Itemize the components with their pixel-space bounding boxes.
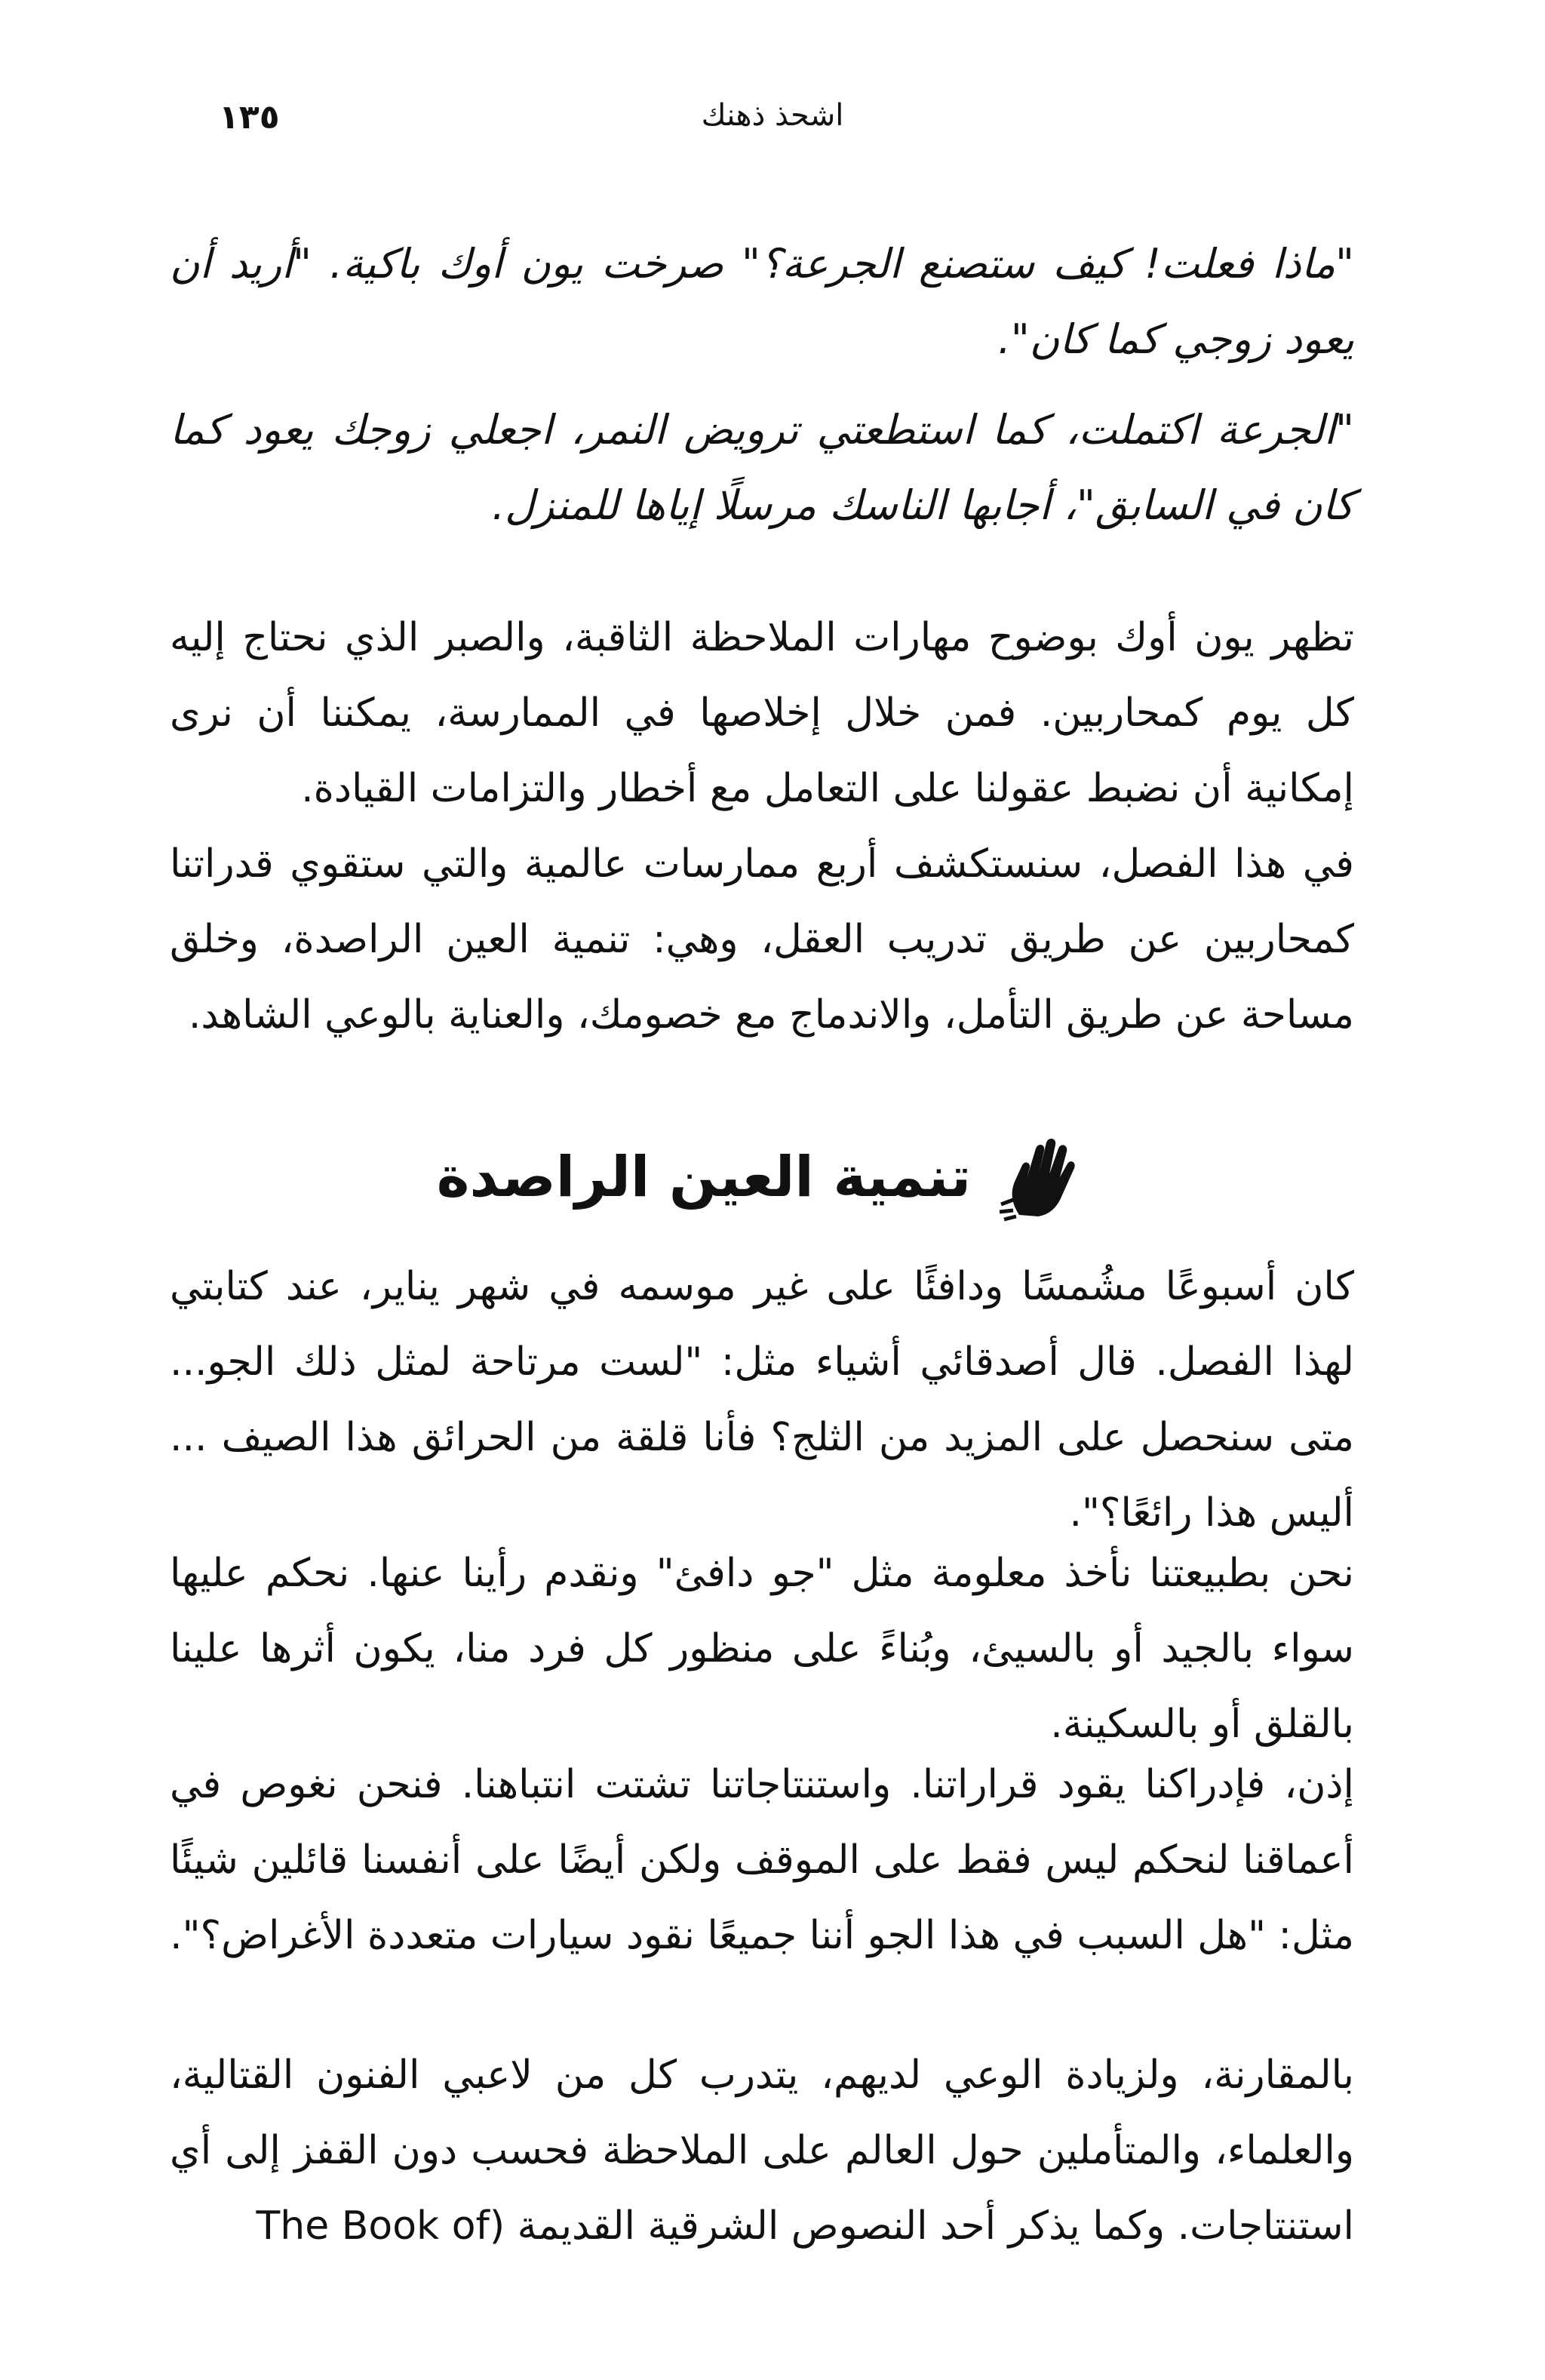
hand-icon — [997, 1132, 1087, 1222]
body-paragraph-1 — [170, 600, 1354, 837]
paragraph-text: إذن، فإدراكنا يقود قراراتنا. واستنتاجاتنا تشتت انتباهنا. فنحن نغوص في أعماقنا لنحكم ليس فقط على الموقف ولكن أيضًا على أنفسنا قائلين شيئًا مثل: "هل السبب في هذا الجو أننا جميعًا نقود سيارات متعددة الأغراض؟". — [170, 1762, 1354, 1958]
running-title: اشحذ ذهنك — [701, 98, 844, 133]
body-paragraph-5 — [170, 1747, 1354, 1984]
running-head — [174, 98, 1371, 151]
section-title: تنمية العين الراصدة — [436, 1145, 972, 1210]
page-number: ١٣٥ — [219, 98, 280, 137]
paragraph-text: في هذا الفصل، سنستكشف أربع ممارسات عالمية والتي ستقوي قدراتنا كمحاربين عن طريق تدريب العقل، وهي: تنمية العين الراصدة، وخلق مساحة عن طريق التأمل، والاندماج مع خصومك، والعناية بالوعي الشاهد. — [170, 841, 1354, 1038]
body-paragraph-2 — [170, 826, 1354, 1063]
paragraph-text: تظهر يون أوك بوضوح مهارات الملاحظة الثاقبة، والصبر الذي نحتاج إليه كل يوم كمحاربين. فمن خلال إخلاصها في الممارسة، يمكننا أن نرى إمكانية أن نضبط عقولنا على التعامل مع أخطار والتزامات القيادة. — [170, 615, 1354, 811]
body-paragraph-6 — [170, 2037, 1354, 2274]
body-paragraph-3 — [170, 1249, 1354, 1561]
opening-quote — [170, 226, 1354, 558]
section-heading — [170, 1124, 1354, 1230]
paragraph-text: نحن بطبيعتنا نأخذ معلومة مثل "جو دافئ" ونقدم رأينا عنها. نحكم عليها سواء بالجيد أو بالسيئ، وبُناءً على منظور كل فرد منا، يكون أثرها علينا بالقلق أو بالسكينة. — [170, 1551, 1354, 1747]
paragraph-text: كان أسبوعًا مشُمسًا ودافئًا على غير موسمه في شهر يناير، عند كتابتي لهذا الفصل. قال أصدقائي أشياء مثل: "لست مرتاحة لمثل ذلك الجو... متى سنحصل على المزيد من الثلج؟ فأنا قلقة من الحرائق هذا الصيف ... أليس هذا رائعًا؟". — [170, 1264, 1354, 1536]
quote-paragraph-2: "الجرعة اكتملت، كما استطعتي ترويض النمر، اجعلي زوجك يعود كما كان في السابق"، أجابها الناسك مرسلًا إياها للمنزل. — [170, 406, 1355, 529]
quote-paragraph-1: "ماذا فعلت! كيف ستصنع الجرعة؟" صرخت يون أوك باكية. "أريد أن يعود زوجي كما كان". — [170, 240, 1354, 363]
paragraph-text: بالمقارنة، ولزيادة الوعي لديهم، يتدرب كل من لاعبي الفنون القتالية، والعلماء، والمتأملين حول العالم على الملاحظة فحسب دون القفز إلى أي استنتاجات. وكما يذكر أحد النصوص الشرقية القديمة (The Book of — [170, 2053, 1354, 2249]
body-paragraph-4 — [170, 1536, 1354, 1773]
